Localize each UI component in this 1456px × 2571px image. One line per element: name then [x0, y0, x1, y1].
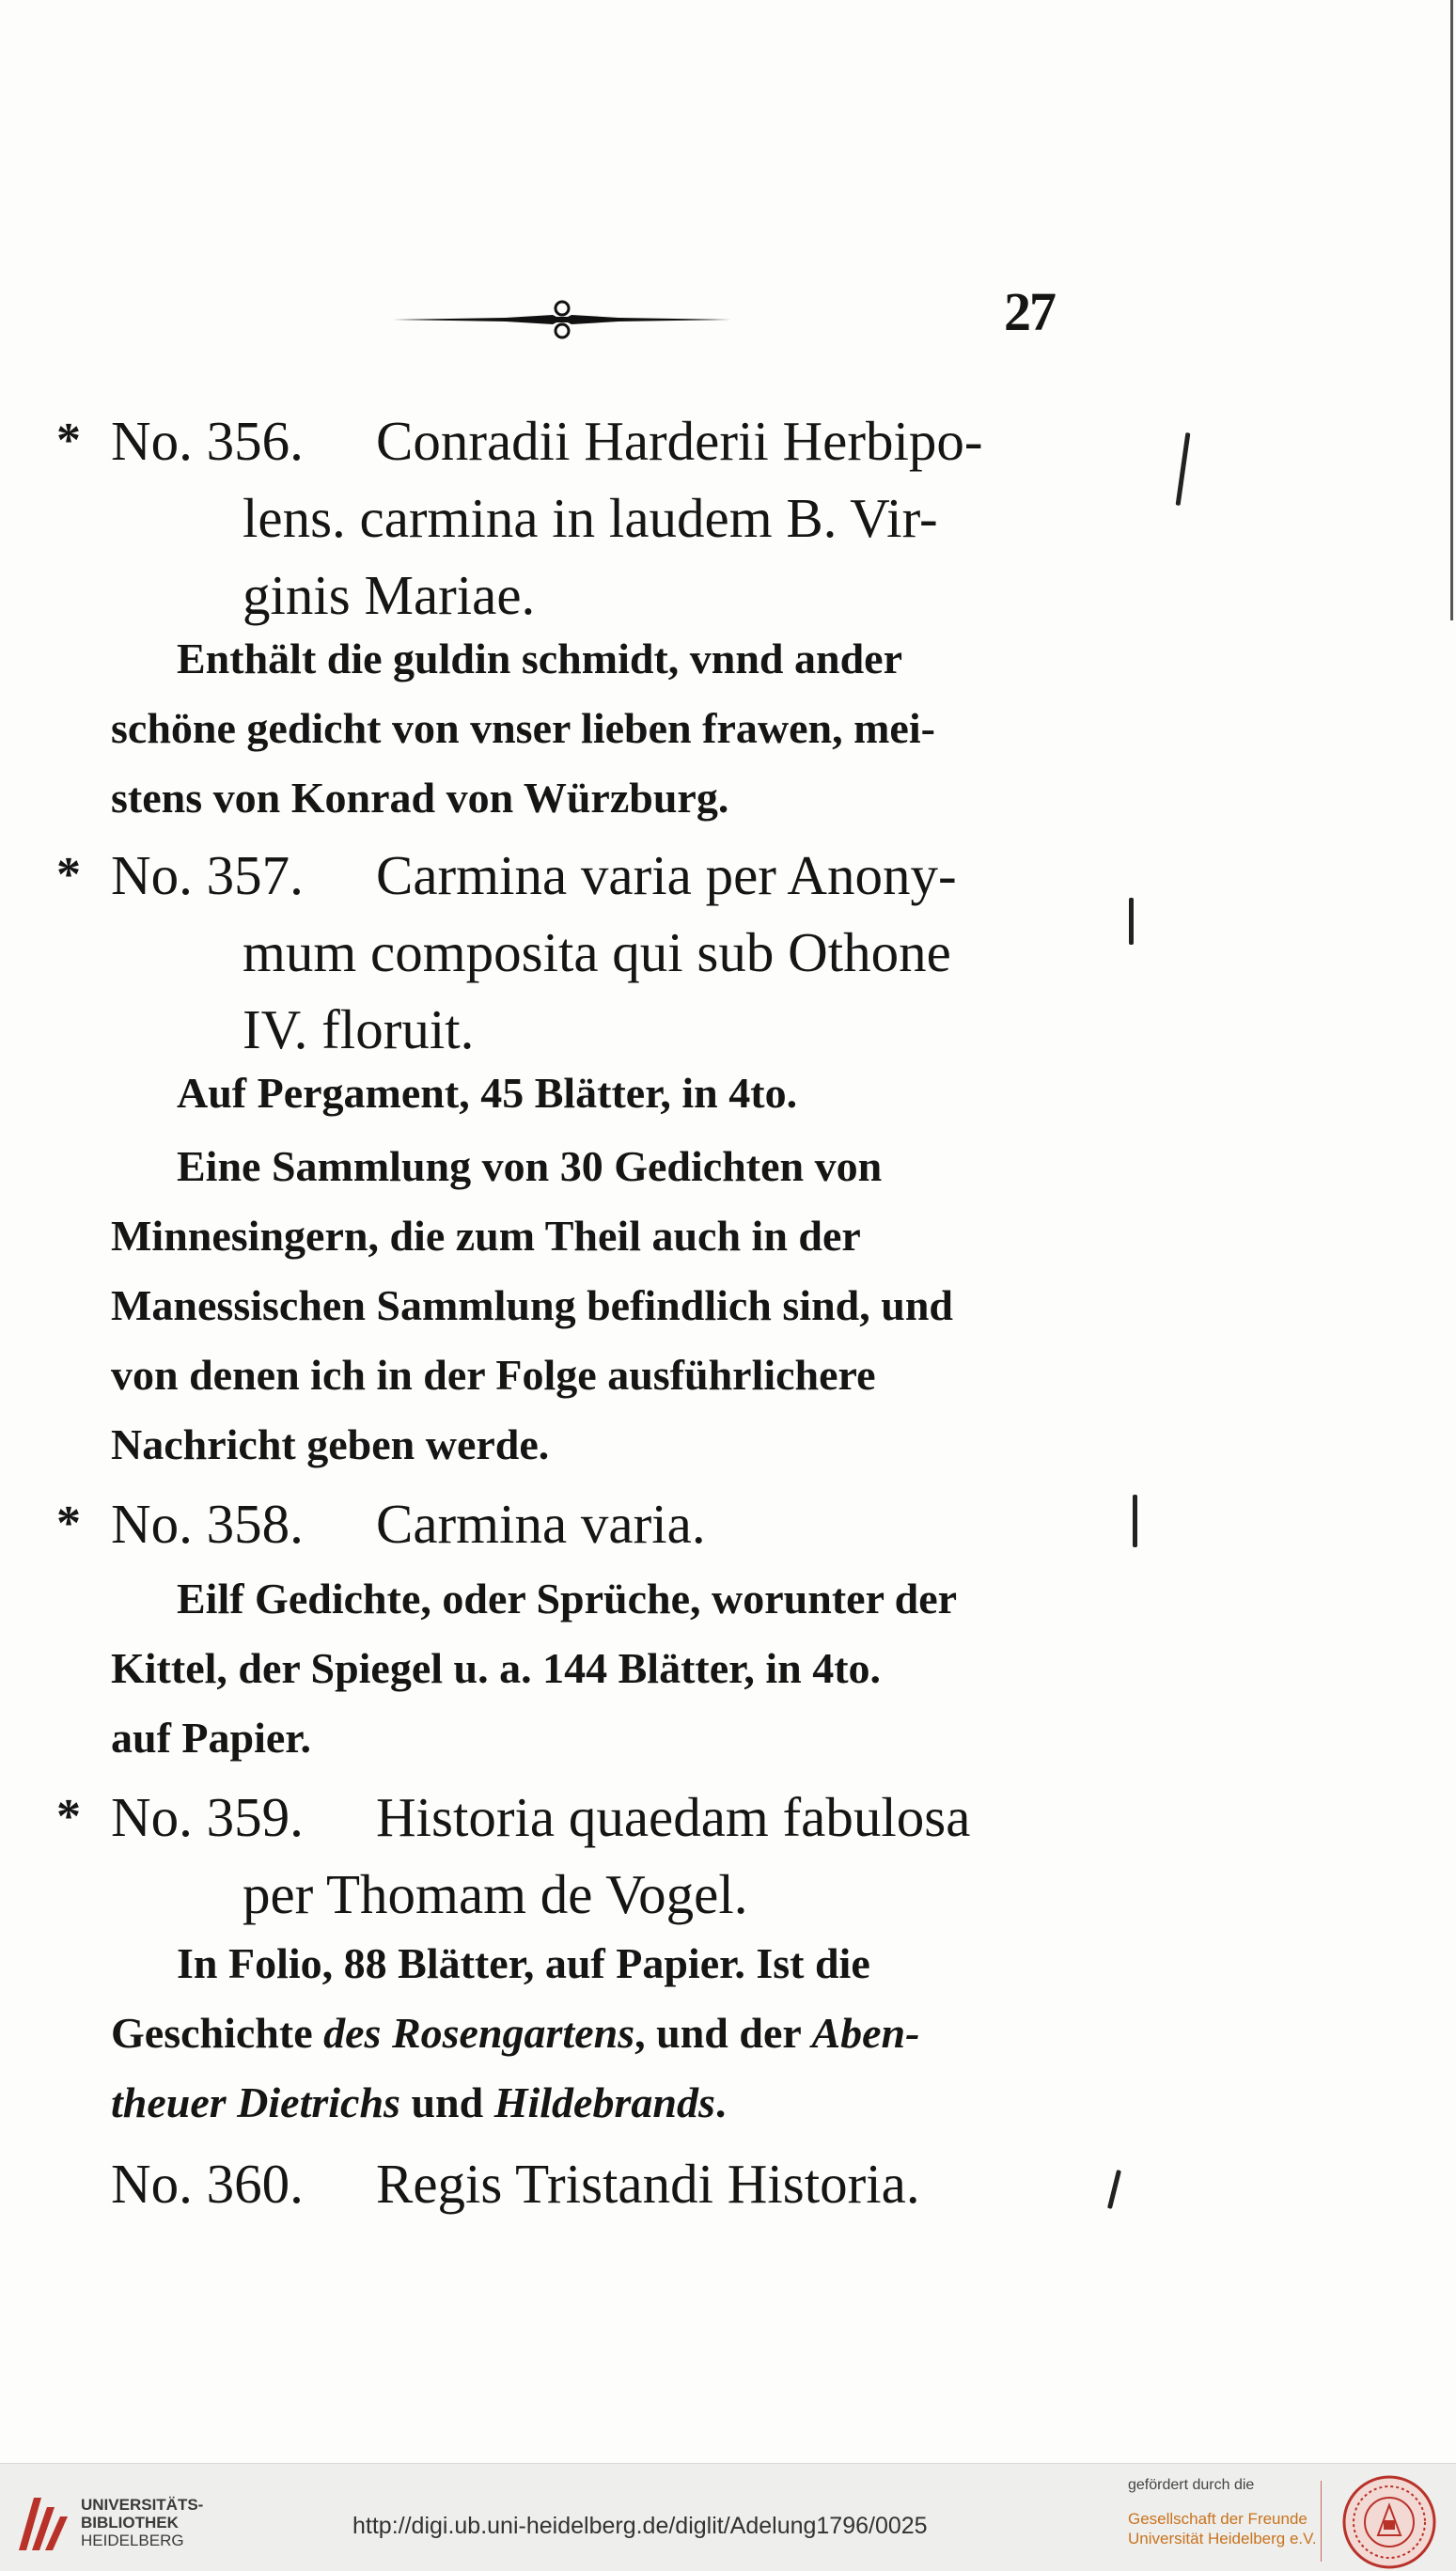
library-logo-icon[interactable] [13, 2485, 73, 2560]
entry-title-line: Carmina varia. [376, 1493, 706, 1555]
entry-title-line: per Thomam de Vogel. [243, 1863, 748, 1925]
entry-360-heading [111, 2145, 1070, 2222]
description-line: Auf Pergament, 45 Blätter, in 4to. [177, 1069, 798, 1117]
entry-title-line: Carmina varia per Anony- [376, 844, 957, 906]
sponsor-caption: gefördert durch die [1128, 2477, 1255, 2493]
description-line: theuer Dietrichs und Hildebrands. [111, 2078, 727, 2126]
entry-356-heading [56, 402, 1070, 634]
entry-number: No. 357. [111, 844, 304, 906]
university-seal-icon[interactable] [1340, 2473, 1438, 2571]
decorative-rule-ornament [393, 299, 731, 340]
entry-number: No. 356. [111, 410, 304, 472]
entry-359-heading [56, 1779, 1070, 1933]
entry-357-description-2 [111, 1132, 1070, 1480]
entry-number: No. 359. [111, 1786, 304, 1848]
asterisk-mark: * [56, 848, 81, 901]
description-line: stens von Konrad von Würzburg. [111, 774, 729, 822]
description-line: Eilf Gedichte, oder Sprüche, worunter der [177, 1575, 958, 1623]
margin-mark [1133, 1495, 1137, 1547]
entry-title-line: Regis Tristandi Historia. [376, 2153, 920, 2215]
permalink-url[interactable]: http://digi.ub.uni-heidelberg.de/diglit/Adelung1796/0025 [352, 2513, 928, 2539]
entry-number: No. 360. [111, 2153, 304, 2215]
entry-title-line: Conradii Harderii Herbipo- [376, 410, 983, 472]
entry-number: No. 358. [111, 1493, 304, 1555]
entry-title-line: ginis Mariae. [243, 564, 536, 626]
entry-title-line: IV. floruit. [243, 998, 475, 1060]
italic-title: Aben- [811, 2009, 920, 2057]
italic-title: theuer Dietrichs [111, 2078, 400, 2126]
entry-359-description [111, 1929, 1070, 2138]
description-line: Nachricht geben werde. [111, 1420, 550, 1468]
description-line: Eine Sammlung von 30 Gedichten von [177, 1142, 883, 1190]
description-line: schöne gedicht von vnser lieben frawen, mei- [111, 704, 935, 752]
asterisk-mark: * [56, 1497, 81, 1550]
viewer-footer [0, 2463, 1456, 2571]
italic-title: des Rosengartens [323, 2009, 635, 2057]
margin-mark [1129, 898, 1134, 945]
description-line: auf Papier. [111, 1714, 311, 1762]
entry-358-description [111, 1564, 1070, 1773]
entry-title-line: mum composita qui sub Othone [243, 921, 951, 983]
entry-356-description [111, 624, 1070, 833]
library-name[interactable]: UNIVERSITÄTS- BIBLIOTHEK HEIDELBERG [81, 2496, 204, 2549]
asterisk-mark: * [56, 1790, 81, 1843]
description-line: Kittel, der Spiegel u. a. 144 Blätter, in 4to. [111, 1644, 882, 1692]
description-line: Manessischen Sammlung befindlich sind, und [111, 1281, 953, 1329]
entry-358-heading [56, 1485, 1070, 1562]
description-line: In Folio, 88 Blätter, auf Papier. Ist die [177, 1939, 870, 1987]
entry-357-heading [56, 837, 1070, 1068]
description-line: von denen ich in der Folge ausführlichere [111, 1351, 876, 1399]
description-line: Enthält die guldin schmidt, vnnd ander [177, 635, 903, 682]
margin-mark [1107, 2170, 1121, 2209]
entry-title-line: lens. carmina in laudem B. Vir- [243, 487, 938, 549]
page-number: 27 [1004, 281, 1055, 342]
footer-divider [1321, 2481, 1322, 2562]
asterisk-mark: * [56, 414, 81, 467]
page-edge-line [1450, 0, 1453, 620]
description-line: Geschichte des Rosengartens, und der Aben- [111, 2009, 920, 2057]
italic-title: Hildebrands [493, 2078, 715, 2126]
description-line: Minnesingern, die zum Theil auch in der [111, 1212, 861, 1260]
entry-357-description [111, 1058, 1070, 1128]
sponsor-name[interactable]: Gesellschaft der Freunde Universität Heidelberg e.V. [1128, 2510, 1317, 2547]
entry-title-line: Historia quaedam fabulosa [376, 1786, 971, 1848]
margin-mark [1176, 432, 1191, 506]
